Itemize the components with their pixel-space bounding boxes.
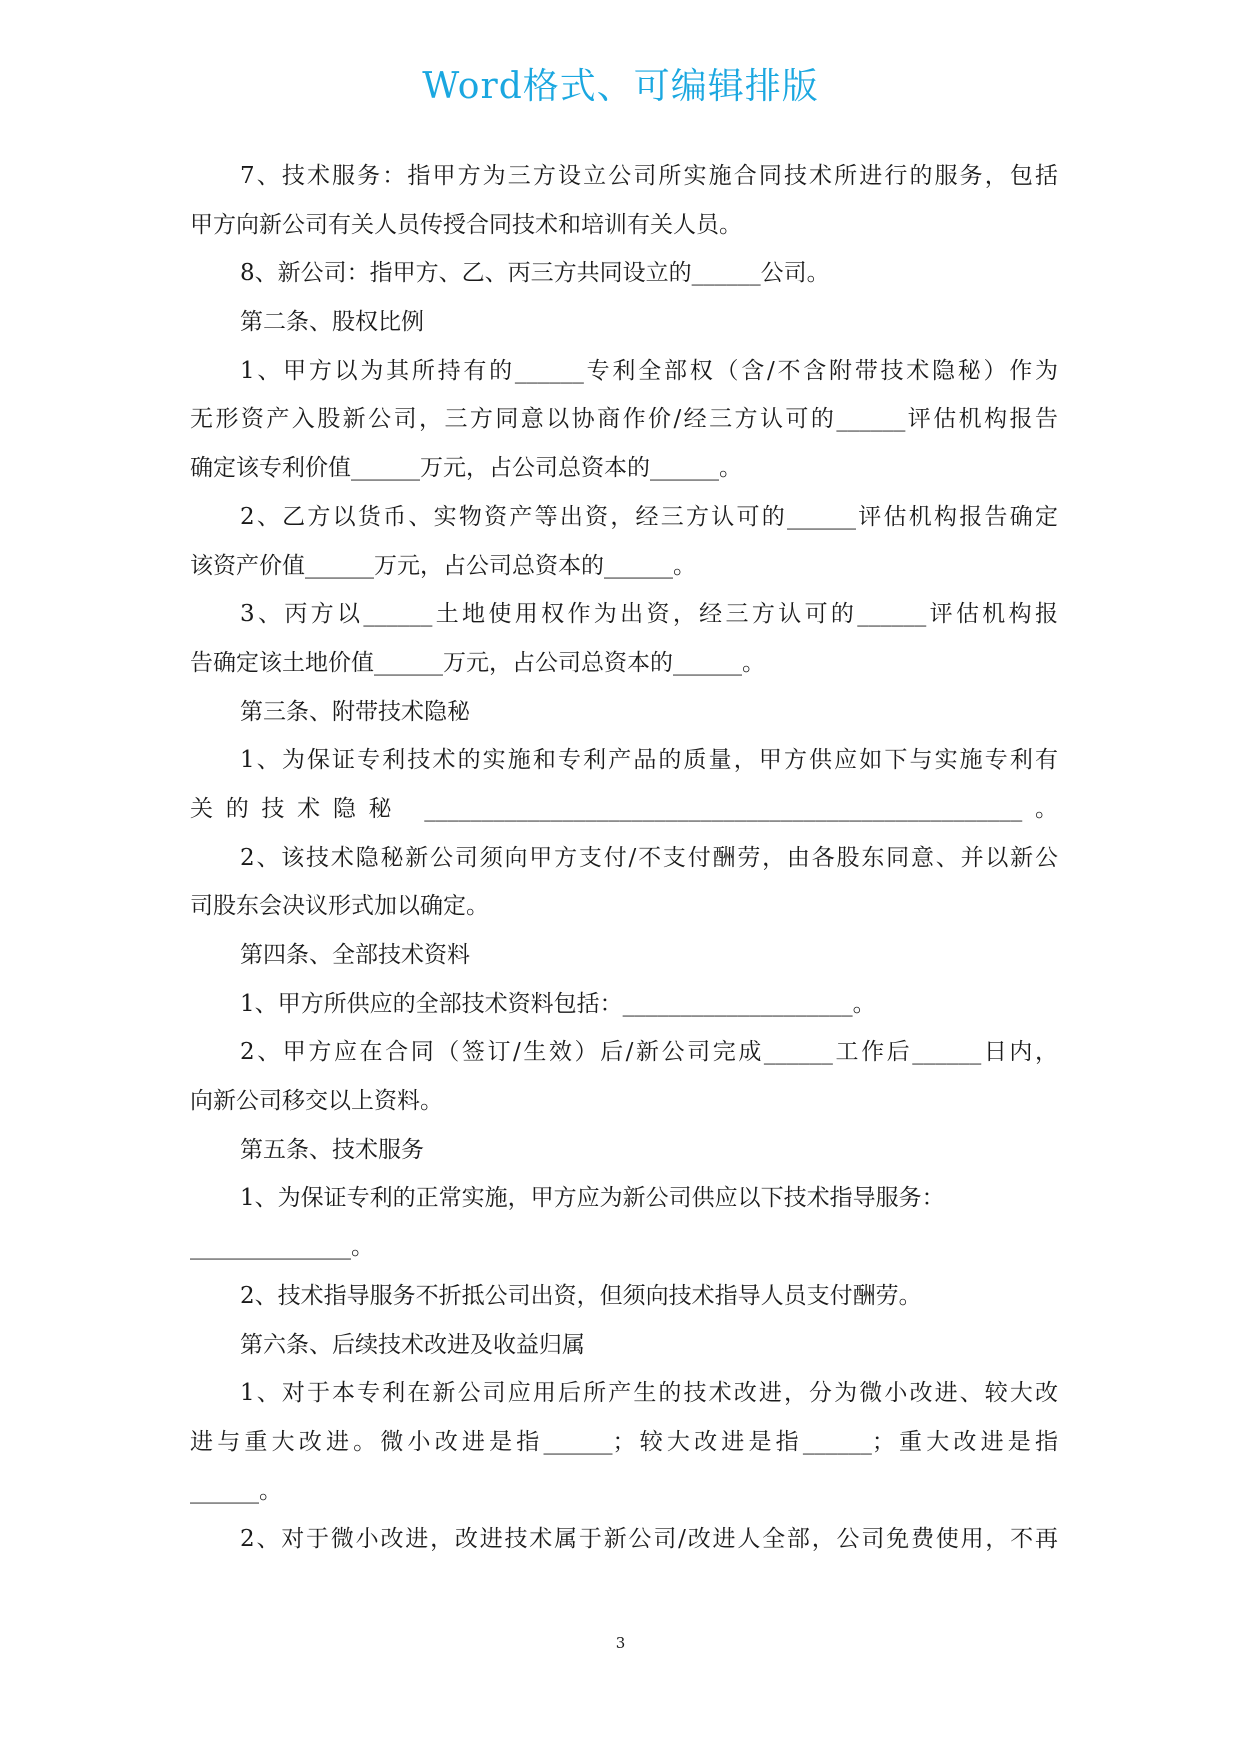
text-line: ______________。 (190, 1234, 374, 1261)
text-line: 关的技术隐秘 ____________________________________________________。 (190, 795, 1058, 822)
text-line: 3、丙方以______土地使用权作为出资，经三方认可的______评估机构报 (240, 601, 1058, 628)
text-line: 该资产价值______万元，占公司总资本的______。 (190, 552, 696, 579)
text-line: 2、技术指导服务不折抵公司出资，但须向技术指导人员支付酬劳。 (240, 1282, 922, 1309)
document-body (190, 152, 1058, 1564)
text-line: 无形资产入股新公司，三方同意以协商作价/经三方认可的______评估机构报告 (190, 406, 1058, 433)
page-number: 3 (615, 1634, 626, 1652)
text-line: 7、技术服务：指甲方为三方设立公司所实施合同技术所进行的服务，包括 (240, 163, 1058, 189)
text-line: 2、对于微小改进，改进技术属于新公司/改进人全部，公司免费使用，不再 (240, 1526, 1058, 1553)
text-line: 2、该技术隐秘新公司须向甲方支付/不支付酬劳，由各股东同意、并以新公 (240, 844, 1058, 871)
text-line: ______。 (190, 1477, 282, 1504)
text-line: 第五条、技术服务 (240, 1136, 424, 1163)
text-line: 1、甲方所供应的全部技术资料包括：____________________。 (240, 990, 876, 1017)
text-line: 向新公司移交以上资料。 (190, 1088, 443, 1115)
text-line: 2、乙方以货币、实物资产等出资，经三方认可的______评估机构报告确定 (240, 503, 1058, 530)
text-line: 进与重大改进。微小改进是指______；较大改进是指______；重大改进是指 (190, 1428, 1058, 1455)
text-line: 确定该专利价值______万元，占公司总资本的______。 (190, 455, 742, 482)
text-line: 第四条、全部技术资料 (240, 942, 470, 968)
text-line: 1、为保证专利的正常实施，甲方应为新公司供应以下技术指导服务： (240, 1185, 945, 1212)
text-line: 告确定该土地价值______万元，占公司总资本的______。 (190, 649, 765, 676)
text-line: 甲方向新公司有关人员传授合同技术和培训有关人员。 (190, 211, 742, 238)
text-line: 1、为保证专利技术的实施和专利产品的质量，甲方供应如下与实施专利有 (240, 747, 1058, 774)
text-line: 2、甲方应在合同（签订/生效）后/新公司完成______工作后______日内， (240, 1039, 1058, 1066)
text-line: 第二条、股权比例 (240, 309, 424, 336)
text-line: 1、对于本专利在新公司应用后所产生的技术改进，分为微小改进、较大改 (240, 1380, 1058, 1407)
text-line: 1、甲方以为其所持有的______专利全部权（含/不含附带技术隐秘）作为 (240, 357, 1058, 384)
text-line: 第六条、后续技术改进及收益归属 (240, 1331, 585, 1358)
text-line: 8、新公司：指甲方、乙、丙三方共同设立的______公司。 (240, 260, 830, 287)
text-line: 第三条、附带技术隐秘 (240, 698, 470, 725)
text-line: 司股东会决议形式加以确定。 (190, 893, 489, 920)
document-header-title: Word格式、可编辑排版 (422, 66, 819, 107)
